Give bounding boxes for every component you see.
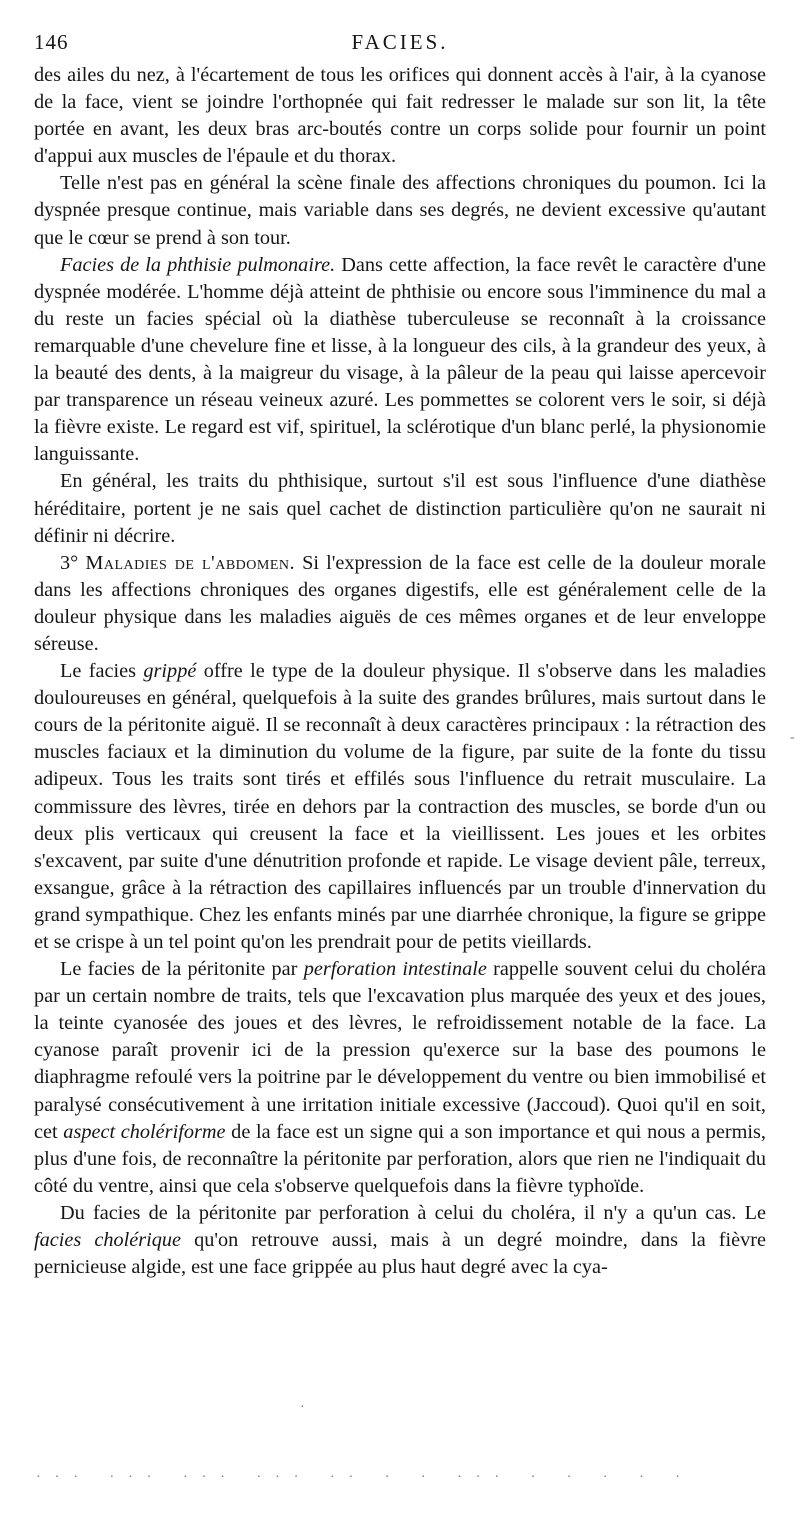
book-page [34, 26, 766, 1281]
section-heading: Maladies de l'abdomen. [85, 551, 296, 574]
page-number: 146 [34, 30, 69, 54]
text-run: rappelle souvent celui du choléra par un certain nombre de traits, tels que l'excavation plus marquée des yeux et des joues, la teinte cyanosée des joues et des lèvres, le refroidissement notable de la face. La cyanose paraît provenir ici de la pression qu'exerce sur la base des poumons le diaphragme refoulé vers la poitrine par le développement du ventre ou bien immobilisé et paralysé consécutivement à une irritation initiale excessive (Jaccoud). Quoi qu'il en soit, cet [34, 958, 767, 1143]
italic-term: Facies de la phthisie pulmonaire. [60, 253, 336, 276]
italic-term: perforation intestinale [303, 958, 487, 981]
paragraph [34, 658, 766, 956]
text-run: Dans cette affection, la face revêt le caractère d'une dyspnée modérée. L'homme déjà atteint de phthisie ou encore sous l'imminence du mal a du reste un facies spécial où la diathèse tuberculeuse se reconnaît à la croissance remarquable d'une chevelure fine et lisse, à la longueur des cils, à la grandeur des yeux, à la beauté des dents, à la maigreur du visage, à la pâleur de la peau qui laisse apercevoir par transparence un réseau veineux azuré. Les pommettes se colorent vers le soir, si déjà la fièvre existe. Le regard est vif, spirituel, la sclérotique d'un blanc perlé, la physionomie languissante. [34, 253, 767, 466]
text-run: Le facies de la péritonite par [60, 958, 304, 981]
running-title: FACIES. [351, 30, 449, 54]
body-text [34, 62, 766, 1281]
text-run: offre le type de la douleur physique. Il s'observe dans les maladies douloureuses en général, quelquefois à la suite des grandes brûlures, mais surtout dans le cours de la péritonite aiguë. Il se reconnaît à deux caractères principaux : la rétraction des muscles faciaux et la diminution du volume de la figure, par suite de la fonte du tissu adipeux. Tous les traits sont tirés et effilés sous l'influence du retrait musculaire. La commissure des lèvres, tirée en dehors par la contraction des muscles, se borde d'un ou deux plis verticaux qui creusent la face et la vieillissent. Les joues et les orbites s'excavent, par suite d'une dénutrition profonde et rapide. Le visage devient pâle, terreux, exsangue, grâce à la rétraction des capillaires influencés par un trouble d'innervation du grand sympathique. Chez les enfants minés par une diarrhée chronique, la figure se grippe et se crispe à un tel point qu'on les prendrait pour de petits vieillards. [34, 660, 766, 953]
text-run: qu'on retrouve aussi, mais à un degré moindre, dans la fièvre pernicieuse algide, est une face grippée au plus haut degré avec la cya- [34, 1229, 767, 1279]
text-run: Si l'expression de la face est celle de la douleur morale dans les affections chroniques des organes digestifs, elle est généralement celle de la douleur physique dans les maladies aiguës de ces mêmes organes et de leur enveloppe séreuse. [34, 551, 766, 655]
paragraph [34, 550, 766, 658]
scan-margin-mark: - [790, 730, 809, 745]
text-run: Du facies de la péritonite par perforation à celui du choléra, il n'y a qu'un cas. Le [60, 1201, 766, 1224]
text-run: des ailes du nez, à l'écartement de tous les orifices qui donnent accès à l'air, à la cyanose de la face, vient se joindre l'orthopnée qui fait redresser le malade sur son lit, la tête portée en avant, les deux bras arc-boutés contre un corps solide pour fournir un point d'appui aux muscles de l'épaule et du thorax. [34, 64, 766, 168]
paragraph [34, 62, 766, 170]
italic-term: grippé [143, 660, 197, 683]
text-run: Telle n'est pas en général la scène finale des affections chroniques du poumon. Ici la dyspnée presque continue, mais variable dans ses degrés, ne devient excessive qu'autant que le cœur se prend à son tour. [34, 172, 766, 249]
paragraph [34, 1200, 766, 1281]
running-head [34, 26, 766, 62]
text-run: Le facies [60, 660, 144, 683]
scan-speck: · [300, 1400, 319, 1415]
paragraph [34, 956, 766, 1200]
paragraph [34, 170, 766, 251]
text-run: de la face est un signe qui a son importance et qui nous a permis, plus d'une fois, de reconnaître la péritonite par perforation, alors que rien ne l'indiquait du côté du ventre, ainsi que cela s'observe quelquefois dans la fièvre typhoïde. [34, 1120, 766, 1197]
italic-term: facies cholérique [34, 1229, 182, 1252]
text-run: En général, les traits du phthisique, surtout s'il est sous l'influence d'une diathèse héréditaire, portent je ne sais quel cachet de distinction particulière qu'on ne saurait ni définir ni décrire. [34, 470, 766, 547]
paragraph [34, 252, 766, 469]
paragraph [34, 468, 766, 549]
scan-noise-line: ··· ··· ··· ··· ·· · · ··· · · · · · [36, 1470, 694, 1485]
text-run: 3° [60, 551, 86, 574]
italic-term: aspect cholériforme [63, 1120, 226, 1143]
